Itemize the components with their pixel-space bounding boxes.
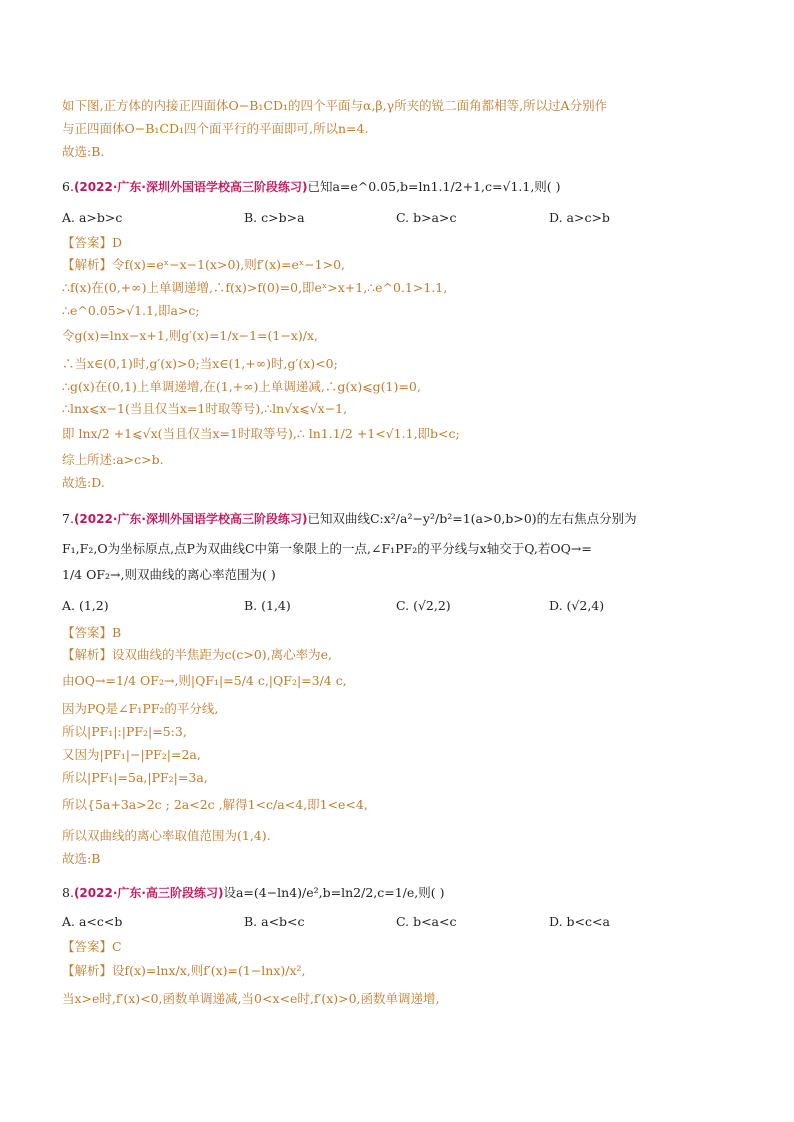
q8-option-a: A. a<c<b (62, 914, 123, 929)
q7-header (62, 510, 637, 528)
q6-solution-8: 即 lnx/2 +1⩽√x(当且仅当x=1时取等号),∴ ln1.1/2 +1<√1.1,即b<c; (62, 426, 460, 441)
q6-stem: 已知a=e^0.05,b=ln1.1/2+1,c=√1.1,则( ) (307, 179, 561, 194)
q7-solution-4: 所以|PF₁|:|PF₂|=5:3, (62, 724, 187, 739)
q7-solution-9: 故选:B (62, 851, 101, 866)
q6-answer: 【答案】D (62, 235, 123, 250)
q6-header (62, 178, 561, 196)
q7-option-c: C. (√2,2) (396, 598, 451, 613)
q7-solution-8: 所以双曲线的离心率取值范围为(1,4). (62, 828, 271, 843)
q7-option-b: B. (1,4) (244, 598, 291, 613)
q6-solution-6: ∴g(x)在(0,1)上单调递增,在(1,+∞)上单调递减,∴g(x)⩽g(1)=0, (62, 379, 421, 394)
q7-answer: 【答案】B (62, 625, 122, 640)
q7-option-d: D. (√2,4) (549, 598, 605, 613)
q8-stem: 设a=(4−ln4)/e²,b=ln2/2,c=1/e,则( ) (223, 885, 445, 900)
q6-solution-10: 故选:D. (62, 475, 105, 490)
q6-solution-7: ∴lnx⩽x−1(当且仅当x=1时取等号),∴ln√x⩽√x−1, (62, 401, 348, 416)
q6-source: (2022·广东·深圳外国语学校高三阶段练习) (73, 180, 308, 194)
q6-solution-9: 综上所述:a>c>b. (62, 452, 164, 467)
q8-source: (2022·广东·高三阶段练习) (73, 886, 224, 900)
q8-answer: 【答案】C (62, 939, 122, 954)
q8-option-b: B. a<b<c (244, 914, 305, 929)
q7-option-a: A. (1,2) (62, 598, 109, 613)
q7-solution-6: 所以|PF₁|=5a,|PF₂|=3a, (62, 770, 208, 785)
q8-solution-1: 【解析】设f(x)=lnx/x,则f′(x)=(1−lnx)/x², (62, 963, 306, 978)
q8-option-d: D. b<c<a (549, 914, 610, 929)
q7-solution-7: 所以{5a+3a>2c ; 2a<2c ,解得1<c/a<4,即1<e<4, (62, 797, 368, 812)
q6-option-a: A. a>b>c (62, 210, 123, 225)
q8-solution-2: 当x>e时,f′(x)<0,函数单调递减,当0<x<e时,f′(x)>0,函数单调递增, (62, 991, 440, 1006)
q7-stem-2: F₁,F₂,O为坐标原点,点P为双曲线C中第一象限上的一点,∠F₁PF₂的平分线与x轴交于Q,若OQ→= (62, 541, 592, 556)
q6-option-b: B. c>b>a (244, 210, 305, 225)
q6-option-d: D. a>c>b (549, 210, 610, 225)
q6-number: 6. (62, 179, 74, 194)
q7-number: 7. (62, 511, 74, 526)
q7-solution-5: 又因为|PF₁|−|PF₂|=2a, (62, 747, 201, 762)
intro-line-3: 故选:B. (62, 144, 105, 159)
q7-stem-1: 已知双曲线C:x²/a²−y²/b²=1(a>0,b>0)的左右焦点分别为 (307, 511, 637, 526)
q6-solution-5: ∴当x∈(0,1)时,g′(x)>0;当x∈(1,+∞)时,g′(x)<0; (62, 356, 338, 371)
q6-solution-1: 【解析】令f(x)=eˣ−x−1(x>0),则f′(x)=eˣ−1>0, (62, 257, 346, 272)
q7-solution-1: 【解析】设双曲线的半焦距为c(c>0),离心率为e, (62, 647, 333, 662)
q7-stem-3: 1/4 OF₂→,则双曲线的离心率范围为( ) (62, 567, 276, 582)
q7-source: (2022·广东·深圳外国语学校高三阶段练习) (73, 512, 308, 526)
q8-option-c: C. b<a<c (396, 914, 457, 929)
intro-line-1: 如下图,正方体的内接正四面体O−B₁CD₁的四个平面与α,β,γ所夹的锐二面角都相等,所以过A分别作 (62, 98, 608, 113)
q8-header (62, 884, 445, 902)
q6-option-c: C. b>a>c (396, 210, 457, 225)
q6-solution-3: ∴e^0.05>√1.1,即a>c; (62, 303, 200, 318)
q7-solution-2: 由OQ→=1/4 OF₂→,则|QF₁|=5/4 c,|QF₂|=3/4 c, (62, 673, 347, 688)
q7-solution-3: 因为PQ是∠F₁PF₂的平分线, (62, 701, 219, 716)
q6-solution-4: 令g(x)=lnx−x+1,则g′(x)=1/x−1=(1−x)/x, (62, 328, 318, 343)
q6-solution-2: ∴f(x)在(0,+∞)上单调递增,∴f(x)>f(0)=0,即eˣ>x+1,∴e^0.1>1.1, (62, 280, 448, 295)
q8-number: 8. (62, 885, 74, 900)
intro-line-2: 与正四面体O−B₁CD₁四个面平行的平面即可,所以n=4. (62, 121, 369, 136)
